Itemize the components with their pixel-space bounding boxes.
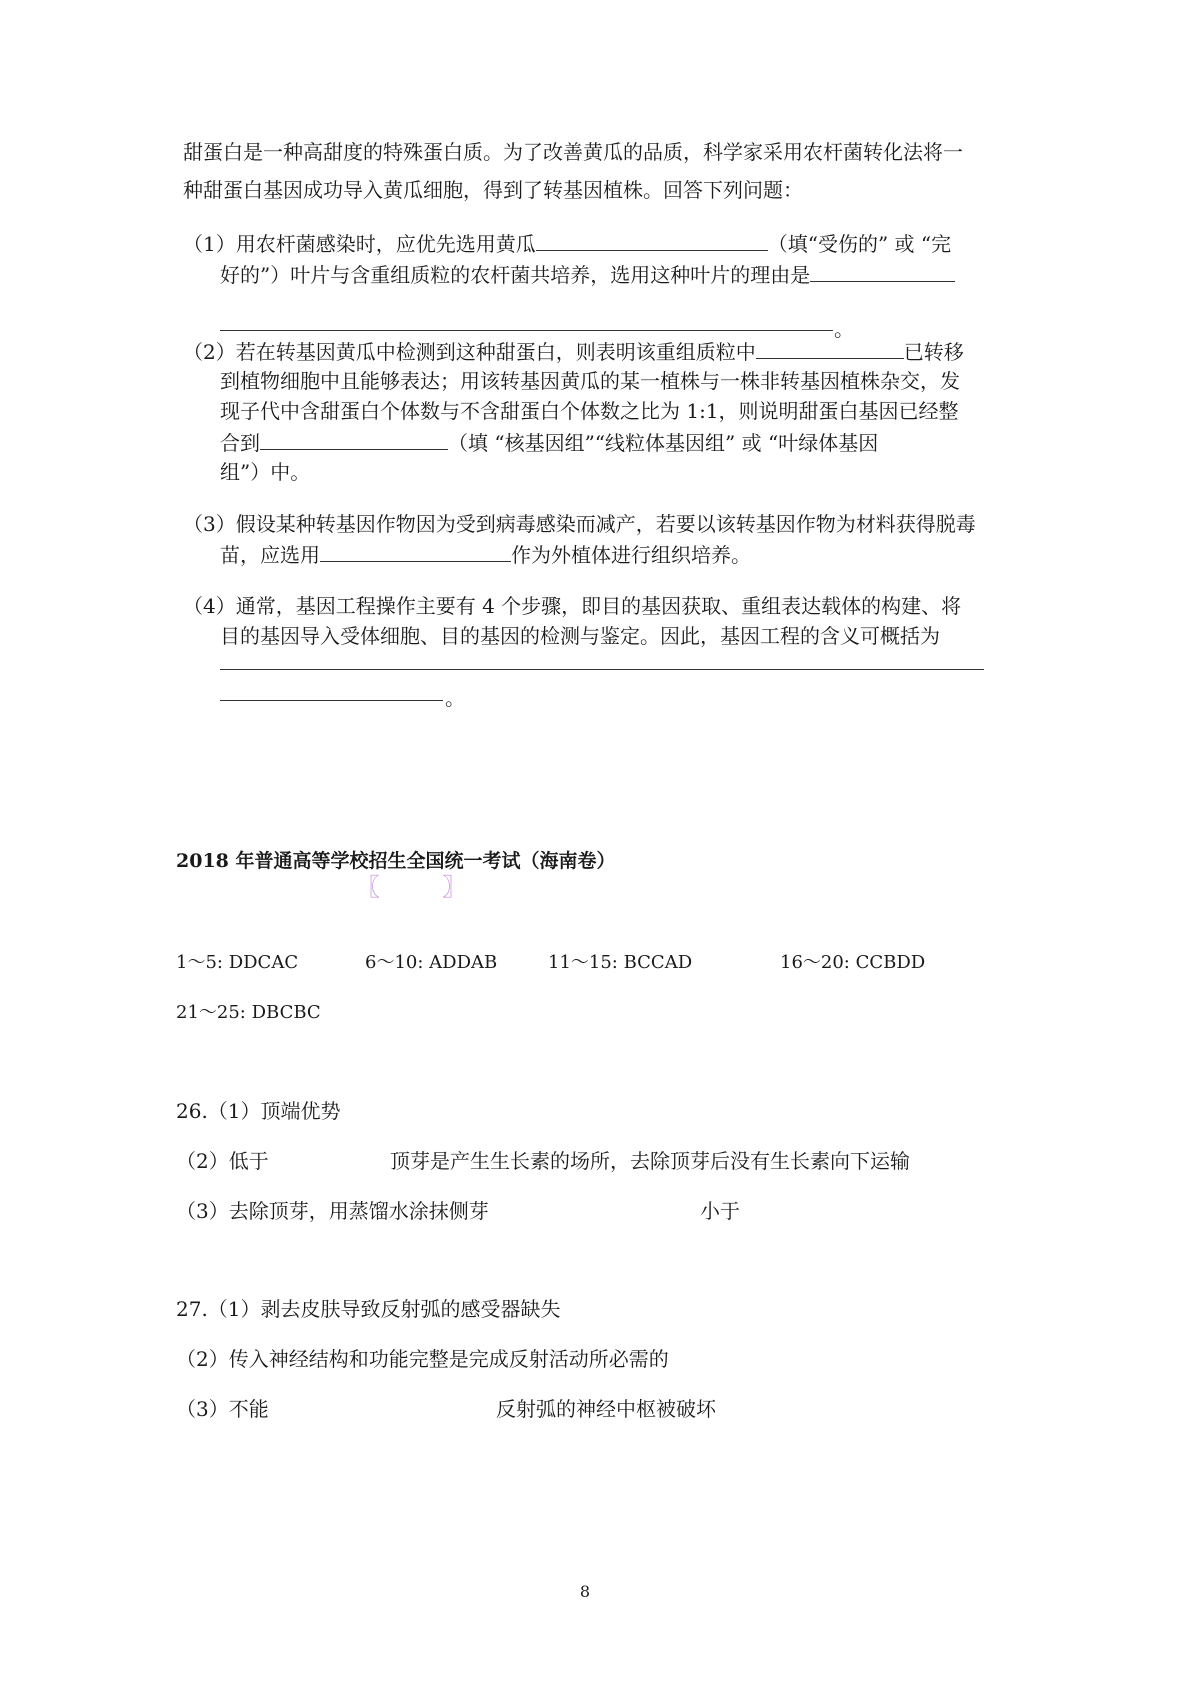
mc-answers-1-5: 1～5: DDCAC xyxy=(176,952,299,973)
q2-text-c: 合到 xyxy=(220,431,260,455)
mc-answers-6-10: 6～10: ADDAB xyxy=(365,952,498,973)
q2-line-4 xyxy=(220,427,878,458)
bracket-mark-right: 〗 xyxy=(442,873,466,901)
page-number: 8 xyxy=(579,1582,591,1601)
q3-blank-1[interactable] xyxy=(320,539,511,562)
q4-period: 。 xyxy=(445,686,465,710)
answer-26-2a: （2）低于 xyxy=(176,1149,269,1173)
answer-26-3b: 小于 xyxy=(700,1199,740,1223)
q3-line-2 xyxy=(220,539,751,570)
q4-line-2: 目的基因导入受体细胞、目的基因的检测与鉴定。因此，基因工程的含义可概括为 xyxy=(220,624,940,648)
answers-title: 2018 年普通高等学校招生全国统一考试（海南卷） xyxy=(176,850,616,872)
intro-line-2: 种甜蛋白基因成功导入黄瓜细胞，得到了转基因植株。回答下列问题： xyxy=(183,178,803,202)
q1-text-b: （填“受伤的” 或 “完 xyxy=(767,232,952,256)
q2-line-5: 组”）中。 xyxy=(220,460,311,484)
q3-line-1: （3）假设某种转基因作物因为受到病毒感染而减产，若要以该转基因作物为材料获得脱毒 xyxy=(183,512,976,536)
q4-line-1: （4）通常，基因工程操作主要有 4 个步骤，即目的基因获取、重组表达载体的构建、将 xyxy=(183,594,962,618)
q2-text-d: （填 “核基因组”“线粒体基因组” 或 “叶绿体基因 xyxy=(448,431,879,455)
answer-27-2: （2）传入神经结构和功能完整是完成反射活动所必需的 xyxy=(176,1347,669,1371)
q2-blank-1[interactable] xyxy=(756,336,904,359)
mc-answers-21-25: 21～25: DBCBC xyxy=(176,1002,321,1023)
q2-line-1 xyxy=(183,336,964,367)
q1-blank-2[interactable] xyxy=(810,259,955,282)
q4-blank-2[interactable] xyxy=(220,700,443,701)
answer-26-3a: （3）去除顶芽，用蒸馏水涂抹侧芽 xyxy=(176,1199,489,1223)
answer-27-1: 27.（1）剥去皮肤导致反射弧的感受器缺失 xyxy=(176,1297,561,1321)
q2-line-2: 到植物细胞中且能够表达；用该转基因黄瓜的某一植株与一株非转基因植株杂交，发 xyxy=(220,369,960,393)
q1-text-a: （1）用农杆菌感染时，应优先选用黄瓜 xyxy=(183,232,536,256)
q2-blank-2[interactable] xyxy=(260,427,448,450)
q3-text-b: 作为外植体进行组织培养。 xyxy=(511,543,751,567)
answer-26-2b: 顶芽是产生生长素的场所，去除顶芽后没有生长素向下运输 xyxy=(390,1149,910,1173)
q1-text-c: 好的”）叶片与含重组质粒的农杆菌共培养，选用这种叶片的理由是 xyxy=(220,263,811,287)
q4-blank-1[interactable] xyxy=(220,669,984,670)
answer-27-3b: 反射弧的神经中枢被破坏 xyxy=(496,1397,716,1421)
q2-text-a: （2）若在转基因黄瓜中检测到这种甜蛋白，则表明该重组质粒中 xyxy=(183,340,756,364)
q1-blank-3[interactable] xyxy=(220,330,833,331)
intro-line-1: 甜蛋白是一种高甜度的特殊蛋白质。为了改善黄瓜的品质，科学家采用农杆菌转化法将一 xyxy=(183,140,963,164)
answer-27-3a: （3）不能 xyxy=(176,1397,269,1421)
q1-period: 。 xyxy=(834,317,854,341)
q1-line-2 xyxy=(220,259,955,290)
mc-answers-11-15: 11～15: BCCAD xyxy=(548,952,693,973)
bracket-mark-left: 〖 xyxy=(356,873,380,901)
q3-text-a: 苗，应选用 xyxy=(220,543,320,567)
q1-line-1 xyxy=(183,228,951,259)
mc-answers-16-20: 16～20: CCBDD xyxy=(780,952,926,973)
q2-line-3: 现子代中含甜蛋白个体数与不含甜蛋白个体数之比为 1:1，则说明甜蛋白基因已经整 xyxy=(220,399,959,423)
answer-26-1: 26.（1）顶端优势 xyxy=(176,1099,341,1123)
q2-text-b: 已转移 xyxy=(903,340,964,364)
q1-blank-1[interactable] xyxy=(536,228,768,251)
